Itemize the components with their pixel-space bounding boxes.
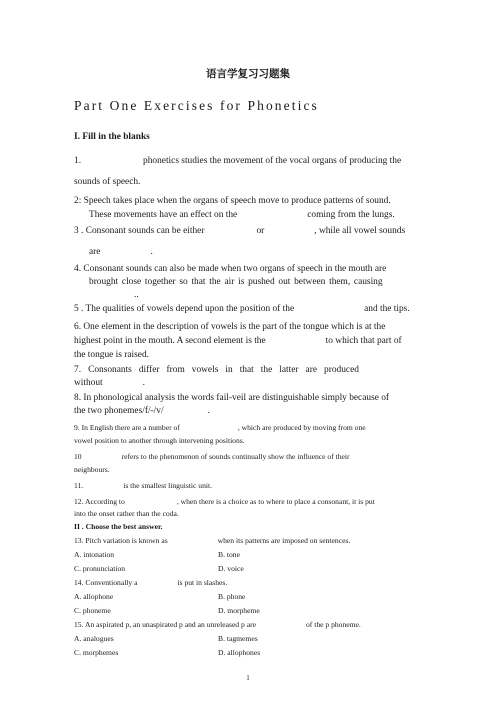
question-text: 5 . The qualities of vowels depend upon the position of the	[74, 304, 295, 314]
part-title: Part One Exercises for Phonetics	[74, 98, 319, 113]
option-b: B. tagmemes	[218, 634, 258, 643]
option-d: D. voice	[218, 564, 244, 573]
question-1-cont: sounds of speech.	[74, 177, 141, 187]
question-text: .	[207, 406, 210, 416]
question-7-line2	[74, 378, 424, 388]
question-text: the two phonemes/f/-/v/	[74, 406, 164, 416]
question-6-line2	[74, 336, 424, 346]
question-7-line1: 7. Consonants differ from vowels in that the latter are produced	[74, 365, 359, 375]
page-number: 1	[246, 674, 250, 682]
question-text: 9. In English there are a number of	[74, 423, 180, 432]
question-2-line2	[89, 210, 439, 220]
section-heading: I. Fill in the blanks	[74, 132, 150, 142]
question-text: and the tips.	[364, 304, 410, 314]
question-8-line2	[74, 406, 424, 416]
option-a: A. analogues	[74, 634, 114, 643]
question-text: of the p phoneme.	[305, 620, 361, 629]
options-row	[74, 592, 424, 601]
question-12-cont: into the onset rather than the coda.	[74, 509, 179, 518]
question-text: 14. Conventionally a	[74, 578, 138, 587]
question-10	[74, 452, 424, 461]
question-text: , which are produced by moving from one	[237, 423, 366, 432]
question-1	[74, 156, 424, 166]
option-c: C. morphemes	[74, 648, 119, 657]
question-9-line2: vowel position to another through intervening positions.	[74, 436, 245, 445]
question-4-line3: ..	[134, 290, 139, 300]
question-text: .	[142, 378, 145, 388]
question-text: refers to the phenomenon of sounds continually show the influence of their	[121, 452, 350, 461]
question-text: or	[256, 226, 265, 236]
question-6-line1: 6. One element in the description of vowels is the part of the tongue which is at the	[74, 322, 386, 332]
question-3	[74, 226, 424, 236]
question-13	[74, 536, 424, 545]
question-4-line2: brought close together so that the air is pushed out between them, causing	[89, 277, 383, 287]
question-6-line3: the tongue is raised.	[74, 350, 149, 360]
question-text: to which that part of	[325, 336, 402, 346]
question-9-line1	[74, 423, 424, 432]
option-c: C. pronunciation	[74, 564, 126, 573]
question-2-line1: 2: Speech takes place when the organs of speech move to produce patterns of sound.	[74, 196, 391, 206]
question-text: 15. An aspirated p, an unaspirated p and an unreleased p are	[74, 620, 256, 629]
question-text: 13. Pitch variation is known as	[74, 536, 168, 545]
question-text: is the smallest linguistic unit.	[123, 481, 213, 490]
question-11	[74, 481, 424, 490]
question-text: , while all vowel sounds	[314, 226, 406, 236]
question-text: .	[150, 247, 153, 257]
question-4-line1: 4. Consonant sounds can also be made when two organs of speech in the mouth are	[74, 264, 387, 274]
question-text: is put in slashes.	[177, 578, 228, 587]
question-text: are	[89, 247, 101, 257]
section-heading: II . Choose the best answer.	[74, 522, 163, 531]
question-number: 11.	[74, 481, 84, 490]
option-b: B. phone	[218, 592, 246, 601]
question-5	[74, 304, 424, 314]
question-8-line1: 8. In phonological analysis the words fail-veil are distinguishable simply because of	[74, 393, 390, 403]
question-text: phonetics studies the movement of the vocal organs of producing the	[143, 156, 402, 166]
question-text: highest point in the mouth. A second element is the	[74, 336, 266, 346]
question-number: 10	[74, 452, 82, 461]
question-text: coming from the lungs.	[307, 210, 395, 220]
question-text: 3 . Consonant sounds can be either	[74, 226, 205, 236]
option-a: A. intonation	[74, 550, 115, 559]
options-row	[74, 550, 424, 559]
question-text: , when there is a choice as to where to place a consonant, it is put	[176, 497, 375, 506]
options-row	[74, 648, 424, 657]
option-c: C. phoneme	[74, 606, 111, 615]
question-14	[74, 578, 424, 587]
question-text: when its patterns are imposed on sentences.	[217, 536, 351, 545]
document-title: 语言学复习习题集	[206, 68, 290, 80]
question-number: 1.	[74, 156, 82, 166]
option-d: D. morpheme	[218, 606, 260, 615]
option-d: D. allophones	[218, 648, 261, 657]
question-text: 12. According to	[74, 497, 125, 506]
options-row	[74, 564, 424, 573]
question-3-cont	[89, 247, 439, 257]
option-b: B. tone	[218, 550, 240, 559]
question-10-cont: neighbours.	[74, 465, 110, 474]
question-15	[74, 620, 424, 629]
option-a: A. allophone	[74, 592, 114, 601]
question-text: without	[74, 378, 103, 388]
question-text: These movements have an effect on the	[89, 210, 238, 220]
options-row	[74, 634, 424, 643]
question-12	[74, 497, 424, 506]
options-row	[74, 606, 424, 615]
